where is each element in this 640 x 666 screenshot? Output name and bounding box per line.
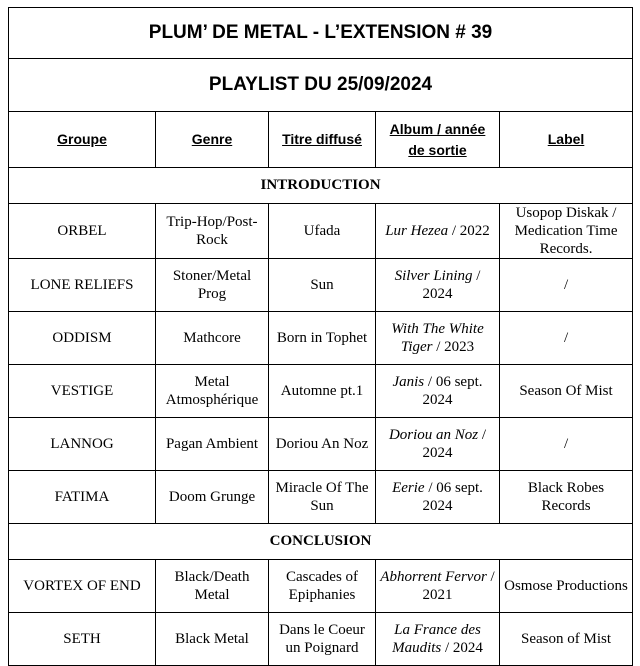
track-cell: Ufada (269, 204, 376, 259)
genre-cell: Stoner/Metal Prog (156, 259, 269, 312)
column-header-band: Groupe (9, 112, 156, 168)
album-cell (376, 418, 500, 471)
album-title: La France des Maudits (392, 622, 481, 656)
album-cell (376, 259, 500, 312)
band-cell: VESTIGE (9, 365, 156, 418)
album-cell (376, 204, 500, 259)
band-cell: LONE RELIEFS (9, 259, 156, 312)
section-row (9, 168, 633, 204)
album-cell (376, 560, 500, 613)
section-heading: CONCLUSION (9, 524, 633, 560)
album-title: Eerie (392, 480, 425, 496)
page-title: PLUM’ DE METAL - L’EXTENSION # 39 (9, 8, 633, 59)
album-cell (376, 471, 500, 524)
track-cell: Miracle Of The Sun (269, 471, 376, 524)
album-title: Janis (392, 374, 425, 390)
band-cell: VORTEX OF END (9, 560, 156, 613)
album-cell (376, 613, 500, 666)
table-row (9, 471, 633, 524)
section-row (9, 524, 633, 560)
playlist-body (9, 8, 633, 666)
album-title: Abhorrent Fervor (380, 569, 487, 585)
column-header-row (9, 112, 633, 168)
column-header-label: Label (500, 112, 633, 168)
release-date: / 2024 (441, 640, 483, 656)
genre-cell: Black/Death Metal (156, 560, 269, 613)
label-cell: Season Of Mist (500, 365, 633, 418)
table-row (9, 259, 633, 312)
section-heading: INTRODUCTION (9, 168, 633, 204)
album-title: With The White Tiger (391, 321, 484, 355)
album-cell (376, 312, 500, 365)
release-date: / 06 sept. 2024 (422, 374, 483, 408)
band-cell: SETH (9, 613, 156, 666)
table-row (9, 204, 633, 259)
track-cell: Automne pt.1 (269, 365, 376, 418)
album-title: Doriou an Noz (388, 427, 479, 443)
label-cell: / (500, 312, 633, 365)
genre-cell: Pagan Ambient (156, 418, 269, 471)
table-row (9, 365, 633, 418)
album-title: Lur Hezea (385, 223, 449, 239)
genre-cell: Black Metal (156, 613, 269, 666)
table-row (9, 312, 633, 365)
band-cell: FATIMA (9, 471, 156, 524)
track-cell: Born in Tophet (269, 312, 376, 365)
table-row (9, 418, 633, 471)
band-cell: LANNOG (9, 418, 156, 471)
release-date: / 2022 (448, 223, 490, 239)
release-date: / 2023 (432, 339, 475, 355)
album-title: Silver Lining (394, 268, 473, 284)
release-date: / 2024 (422, 268, 481, 302)
album-cell (376, 365, 500, 418)
track-cell: Dans le Coeur un Poignard (269, 613, 376, 666)
genre-cell: Doom Grunge (156, 471, 269, 524)
column-header-genre: Genre (156, 112, 269, 168)
release-date: / 2021 (422, 569, 495, 603)
playlist-date: PLAYLIST DU 25/09/2024 (9, 59, 633, 112)
column-header-track: Titre diffusé (269, 112, 376, 168)
genre-cell: Metal Atmosphérique (156, 365, 269, 418)
label-cell: Osmose Productions (500, 560, 633, 613)
genre-cell: Mathcore (156, 312, 269, 365)
label-cell: / (500, 259, 633, 312)
band-cell: ORBEL (9, 204, 156, 259)
label-cell: Season of Mist (500, 613, 633, 666)
label-cell: / (500, 418, 633, 471)
track-cell: Sun (269, 259, 376, 312)
playlist-table (8, 7, 633, 666)
label-cell: Usopop Diskak / Medication Time Records. (500, 204, 633, 259)
column-header-album: Album / année de sortie (376, 112, 500, 168)
table-row (9, 560, 633, 613)
subtitle-row (9, 59, 633, 112)
genre-cell: Trip-Hop/Post-Rock (156, 204, 269, 259)
band-cell: ODDISM (9, 312, 156, 365)
title-row (9, 8, 633, 59)
release-date: / 06 sept. 2024 (422, 480, 483, 514)
track-cell: Doriou An Noz (269, 418, 376, 471)
release-date: / 2024 (422, 427, 487, 461)
table-row (9, 613, 633, 666)
track-cell: Cascades of Epiphanies (269, 560, 376, 613)
label-cell: Black Robes Records (500, 471, 633, 524)
